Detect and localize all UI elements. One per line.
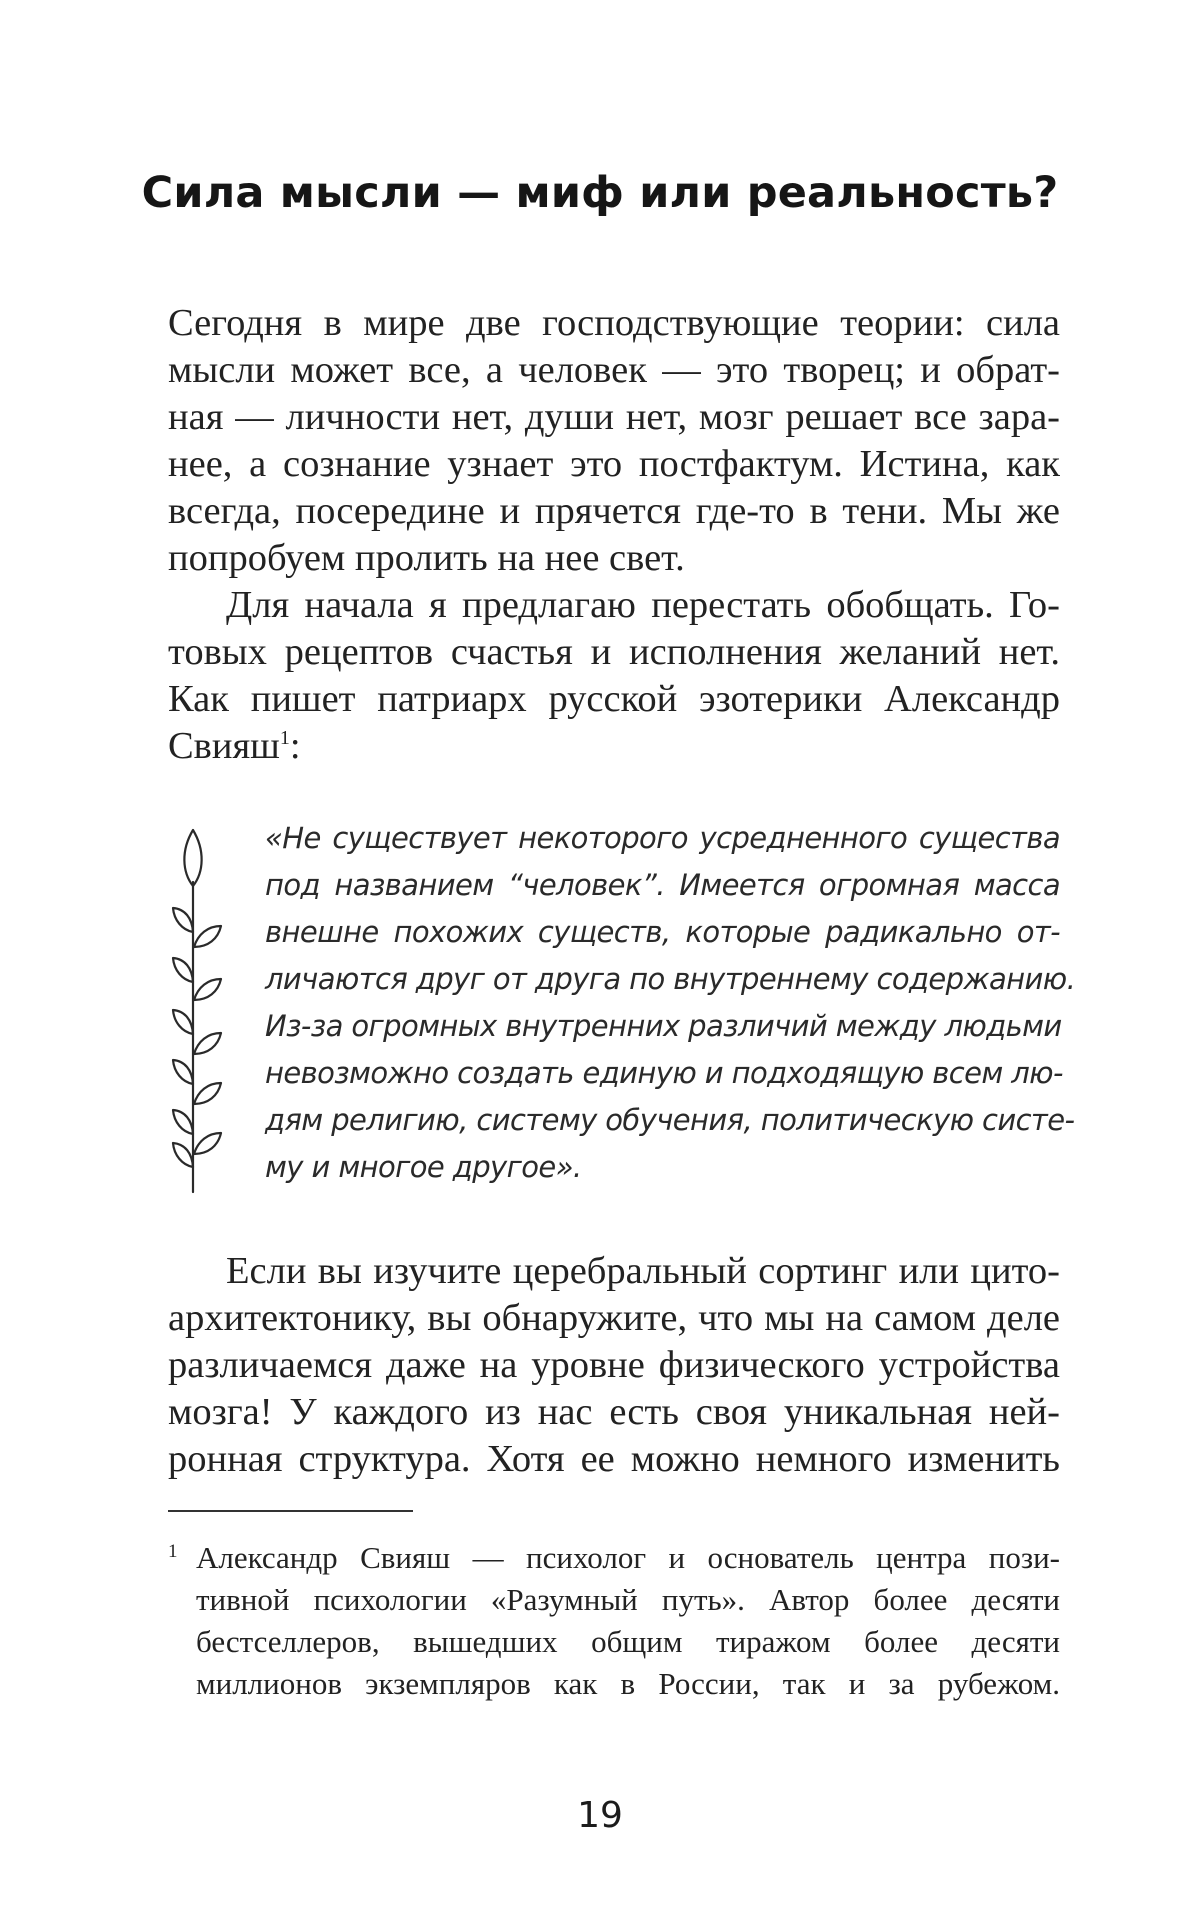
quote-line: личаются друг от друга по внутреннему содержанию. (265, 962, 1076, 996)
footnote-reference[interactable]: 1 (279, 727, 290, 750)
paragraph-1 (168, 300, 1060, 582)
chapter-title: Сила мысли — миф или реальность? (141, 168, 1059, 218)
paragraph-line: всегда, посередине и прячется где-то в тени. Мы же (168, 490, 1060, 532)
quote-line: под названием “человек”. Имеется огромная масса (265, 868, 1060, 902)
block-quote (265, 815, 1076, 1191)
paragraph-line: архитектонику, вы обнаружите, что мы на самом деле (168, 1297, 1060, 1339)
author-name: Свияш (168, 725, 280, 767)
paragraph-line: ная — личности нет, души нет, мозг решает все зара- (168, 396, 1060, 438)
paragraph-punctuation: : (289, 725, 301, 767)
paragraph-line (168, 723, 1060, 770)
quote-line: Из-за огромных внутренних различий между людьми (265, 1009, 1062, 1043)
paragraph-2 (168, 582, 1060, 770)
paragraph-line: нее, а сознание узнает это постфактум. Истина, как (168, 443, 1060, 485)
paragraph-line: Для начала я предлагаю перестать обобщать. Го- (226, 584, 1060, 626)
quote-line: невозможно создать единую и подходящую всем лю- (265, 1056, 1063, 1090)
paragraph-line: мозга! У каждого из нас есть своя уникальная ней- (168, 1391, 1060, 1433)
footnote-divider (168, 1510, 413, 1512)
paragraph-3 (168, 1248, 1060, 1483)
quote-line: внешне похожих существ, которые радикально от- (265, 915, 1060, 949)
footnote-line: миллионов экземпляров как в России, так и за рубежом. (196, 1666, 1060, 1701)
footnote-line: тивной психологии «Разумный путь». Автор более десяти (196, 1582, 1060, 1617)
quote-line: «Не существует некоторого усредненного существа (265, 821, 1060, 855)
paragraph-line: Если вы изучите церебральный сортинг или цито- (226, 1250, 1060, 1292)
paragraph-line: попробуем пролить на нее свет. (168, 537, 685, 579)
paragraph-line: ронная структура. Хотя ее можно немного изменить (168, 1438, 1060, 1480)
paragraph-line: Как пишет патриарх русской эзотерики Александр (168, 678, 1060, 720)
quote-line: дям религию, систему обучения, политическую систе- (265, 1103, 1075, 1137)
paragraph-line: мысли может все, а человек — это творец; и обрат- (168, 349, 1060, 391)
page-number: 19 (577, 1795, 623, 1836)
footnote-number: 1 (168, 1541, 178, 1562)
paragraph-line: различаемся даже на уровне физического устройства (168, 1344, 1060, 1386)
footnote-text (196, 1537, 1060, 1705)
leafy-branch-icon (160, 822, 240, 1197)
footnote-line: бестселлеров, вышедших общим тиражом более десяти (196, 1624, 1060, 1659)
paragraph-line: товых рецептов счастья и исполнения желаний нет. (168, 631, 1060, 673)
footnote-line: Александр Свияш — психолог и основатель центра пози- (196, 1540, 1060, 1575)
quote-line: му и многое другое». (265, 1150, 582, 1184)
paragraph-line: Сегодня в мире две господствующие теории: сила (168, 302, 1060, 344)
